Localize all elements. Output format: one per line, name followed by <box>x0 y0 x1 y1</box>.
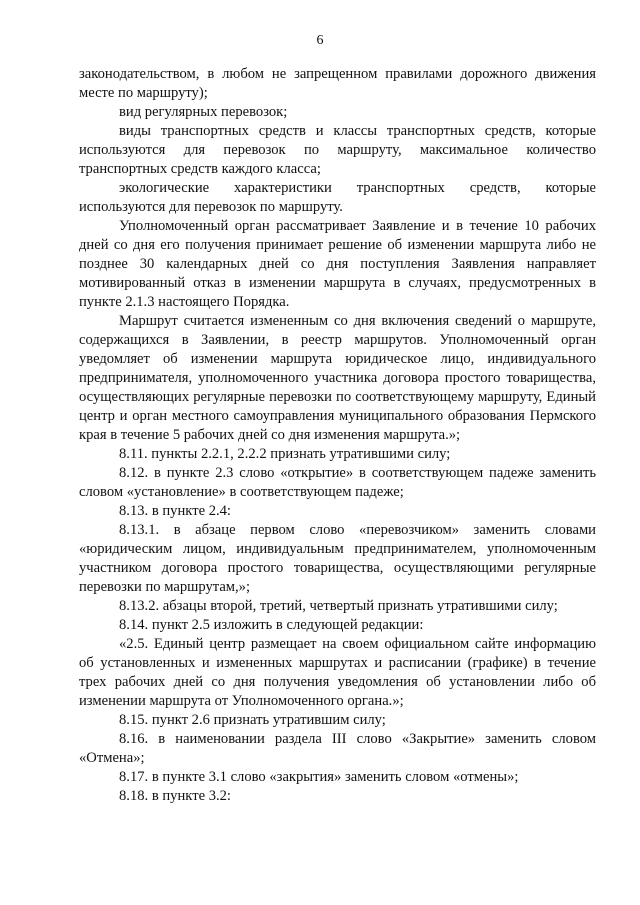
page-number: 6 <box>316 33 324 48</box>
paragraph-10: 8.13.1. в абзаце первом слово «перевозчиком» заменить словами «юридическим лицом, индивидуальным предпринимателем, уполномоченным участником договора простого товарищества, осуществляющими регулярные перевозки по маршрутам,»; <box>79 522 596 595</box>
paragraph-17: 8.18. в пункте 3.2: <box>119 788 231 804</box>
paragraph-5: Уполномоченный орган рассматривает Заявление и в течение 10 рабочих дней со дня его получения принимает решение об изменении маршрута либо не позднее 30 календарных дней со дня поступления Заявления направляет мотивированный отказ в изменении маршрута в случаях, предусмотренных в пункте 2.1.3 настоящего Порядка. <box>79 218 596 310</box>
paragraph-4: экологические характеристики транспортных средств, которые используются для перевозок по маршруту. <box>79 180 596 215</box>
paragraph-8: 8.12. в пункте 2.3 слово «открытие» в соответствующем падеже заменить словом «установление» в соответствующем падеже; <box>79 465 596 500</box>
document-body <box>79 65 596 806</box>
paragraph-14: 8.15. пункт 2.6 признать утратившим силу; <box>119 712 386 728</box>
paragraph-11: 8.13.2. абзацы второй, третий, четвертый признать утратившими силу; <box>119 598 558 614</box>
paragraph-13: «2.5. Единый центр размещает на своем официальном сайте информацию об установленных и измененных маршрутах и расписании (графике) в течение трех рабочих дней со дня получения уведомления об установлении либо об изменении маршрута от Уполномоченного органа.»; <box>79 636 596 709</box>
paragraph-15: 8.16. в наименовании раздела III слово «Закрытие» заменить словом «Отмена»; <box>79 731 596 766</box>
paragraph-7: 8.11. пункты 2.2.1, 2.2.2 признать утратившими силу; <box>119 446 451 462</box>
paragraph-2: вид регулярных перевозок; <box>119 104 288 120</box>
paragraph-6: Маршрут считается измененным со дня включения сведений о маршруте, содержащихся в Заявлении, в реестр маршрутов. Уполномоченный орган уведомляет об изменении маршрута юридическое лицо, индивидуального предпринимателя, уполномоченного участника договора простого товарищества, осуществляющих регулярные перевозки по соответствующему маршруту, Единый центр и орган местного самоуправления муниципального образования Пермского края в течение 5 рабочих дней со дня изменения маршрута.»; <box>79 313 596 443</box>
paragraph-9: 8.13. в пункте 2.4: <box>119 503 231 519</box>
paragraph-3: виды транспортных средств и классы транспортных средств, которые используются для перевозок по маршруту, максимальное количество транспортных средств каждого класса; <box>79 123 596 177</box>
paragraph-16: 8.17. в пункте 3.1 слово «закрытия» заменить словом «отмены»; <box>119 769 519 785</box>
paragraph-1: законодательством, в любом не запрещенном правилами дорожного движения месте по маршруту); <box>79 66 596 101</box>
paragraph-12: 8.14. пункт 2.5 изложить в следующей редакции: <box>119 617 424 633</box>
